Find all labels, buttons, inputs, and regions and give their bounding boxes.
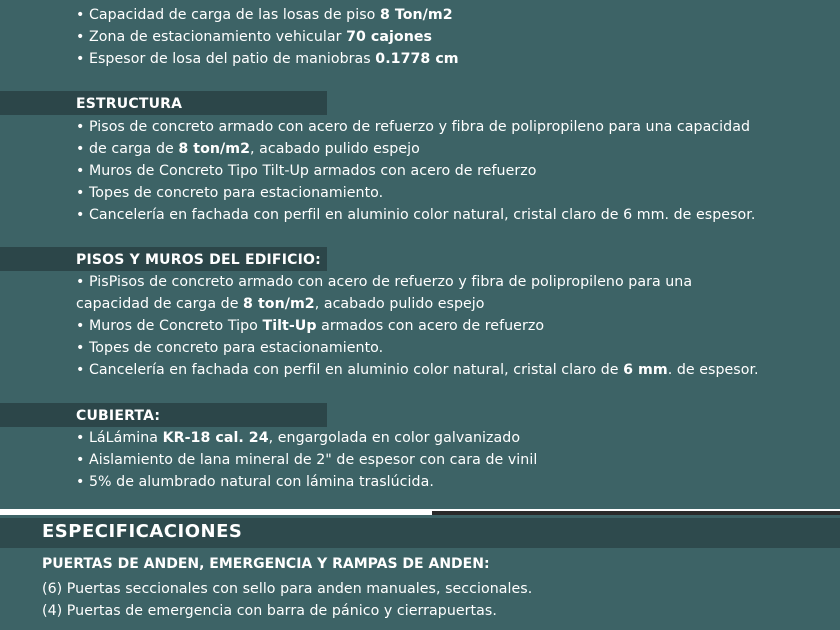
list-item: • Muros de Concreto Tipo Tilt-Up armados con acero de refuerzo bbox=[76, 163, 537, 179]
list-item: • LáLámina KR-18 cal. 24, engargolada en color galvanizado bbox=[76, 430, 521, 446]
list-item: • Cancelería en fachada con perfil en aluminio color natural, cristal claro de 6 mm. de espesor. bbox=[76, 207, 756, 223]
list-item: • Aislamiento de lana mineral de 2" de espesor con cara de vinil bbox=[76, 452, 538, 468]
list-item: • Zona de estacionamiento vehicular 70 cajones bbox=[76, 29, 433, 45]
list-item: capacidad de carga de 8 ton/m2, acabado pulido espejo bbox=[76, 296, 485, 312]
list-item: • Capacidad de carga de las losas de piso 8 Ton/m2 bbox=[76, 7, 453, 23]
list-item: • PisPisos de concreto armado con acero de refuerzo y fibra de polipropileno para una bbox=[76, 274, 693, 290]
list-item: • 5% de alumbrado natural con lámina traslúcida. bbox=[76, 474, 434, 490]
section-title-estructura: ESTRUCTURA bbox=[76, 96, 183, 112]
section-header-bar bbox=[0, 403, 327, 427]
specifications-title: ESPECIFICACIONES bbox=[42, 521, 243, 542]
list-item: • Cancelería en fachada con perfil en aluminio color natural, cristal claro de 6 mm. de espesor. bbox=[76, 362, 759, 378]
list-item: (4) Puertas de emergencia con barra de pánico y cierrapuertas. bbox=[42, 603, 497, 619]
list-item: • Muros de Concreto Tipo Tilt-Up armados con acero de refuerzo bbox=[76, 318, 545, 334]
list-item: • Topes de concreto para estacionamiento. bbox=[76, 185, 384, 201]
list-item: • Espesor de losa del patio de maniobras 0.1778 cm bbox=[76, 51, 459, 67]
doors-subtitle: PUERTAS DE ANDEN, EMERGENCIA Y RAMPAS DE ANDEN: bbox=[42, 556, 490, 572]
list-item: • de carga de 8 ton/m2, acabado pulido espejo bbox=[76, 141, 420, 157]
list-item: • Pisos de concreto armado con acero de refuerzo y fibra de polipropileno para una capacidad bbox=[76, 119, 751, 135]
section-title-pisos: PISOS Y MUROS DEL EDIFICIO: bbox=[76, 252, 321, 268]
list-item: • Topes de concreto para estacionamiento. bbox=[76, 340, 384, 356]
section-title-cubierta: CUBIERTA: bbox=[76, 408, 161, 424]
list-item: (6) Puertas seccionales con sello para anden manuales, seccionales. bbox=[42, 581, 533, 597]
